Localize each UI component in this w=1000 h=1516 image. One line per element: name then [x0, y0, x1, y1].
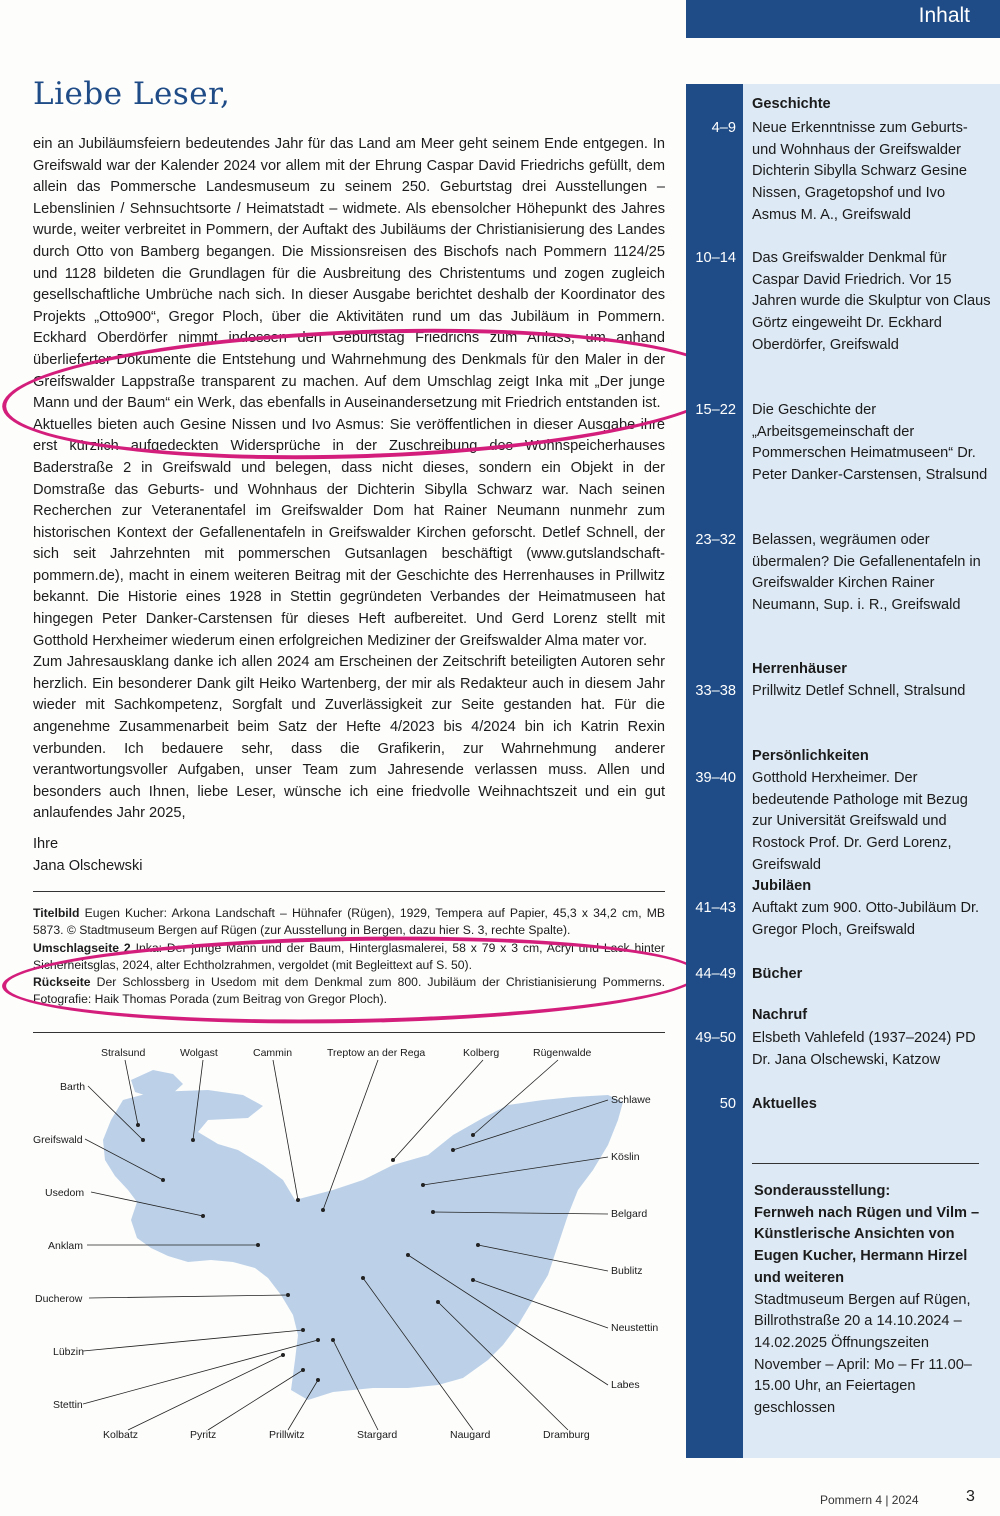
map-dot-stettin [316, 1338, 320, 1342]
map-dot-dramburg [436, 1300, 440, 1304]
toc-text: Gotthold Herxheimer. Der bedeutende Pathologe mit Bezug zur Universität Greifswald und Rostock Prof. Dr. Gerd Lorenz, Greifswald [752, 770, 968, 873]
credit-entry [33, 905, 665, 940]
map-label-labes: Labes [611, 1379, 640, 1391]
map-label-stettin: Stettin [53, 1399, 83, 1411]
map-label-bublitz: Bublitz [611, 1265, 643, 1277]
toc-text: Neue Erkenntnisse zum Geburts- und Wohnhaus der Greifswalder Dichterin Sibylla Schwarz Gesine Nissen, Gragetopshof und Ivo Asmus M. A., Greifswald [752, 120, 968, 223]
map-dot-bublitz [476, 1243, 480, 1247]
map-label-prillwitz: Prillwitz [269, 1429, 305, 1441]
section-header-bar [686, 0, 1000, 38]
map-dot-naugard [361, 1276, 365, 1280]
toc-pages: 41–43 [695, 900, 736, 916]
toc-text: Die Geschichte der „Arbeitsgemeinschaft der Pommerschen Heimatmuseen“ Dr. Peter Danker-Carstensen, Stralsund [752, 402, 988, 484]
editorial-paragraph: ein an Jubiläumsfeiern bedeutendes Jahr für das Land am Meer geht seinem Ende entgegen. In Greifswald war der Kalender 2024 vor allem mit der Ehrung Caspar David Friedrichs gefüllt, dem allein das Pommersche Landesmuseum zu seinem 250. Geburtstag drei Ausstellungen – Lebenslinien / Sehnsuchtsorte / Heimatstadt – widmete. Als ebensolcher Höhepunkt des Jahres wurde, weiter verbreitet in Pommern, der Auftakt des Jubiläums der Christianisierung des Landes durch Otto von Bamberg begangen. Die Missionsreisen des Bischofs nach Pommern 1124/25 und 1128 bildeten die Grundlagen für die Ausbreitung des Christentums und zogen zugleich gesellschaftliche Umbrüche nach sich. In dieser Ausgabe berichtet deshalb der Koordinator des Projekts „Otto900“, Gregor Ploch, über die Aktivitäten rund um das Jubiläum in Pommern. Eckhard Oberdörfer nimmt indessen den Geburtstag Friedrichs zum Anlass, um anhand überlieferter Dokumente die Entstehung und Wahrnehmung des Denkmals für den Maler in der Greifswalder Lappstraße transparent zu machen. Auf dem Umschlag zeigt Inka mit „Der junge Mann und der Baum“ ein Werk, das ebenfalls in Auseinandersetzung mit Friedrich entstanden ist. [33, 136, 665, 412]
map-label-dramburg: Dramburg [543, 1429, 590, 1441]
map-label-belgard: Belgard [611, 1208, 648, 1220]
map-label-luebzin: Lübzin [53, 1346, 84, 1358]
map-dot-neustettin [471, 1278, 475, 1282]
toc-pages: 49–50 [695, 1030, 736, 1046]
map-label-koeslin: Köslin [611, 1151, 640, 1163]
map-dot-koeslin [421, 1183, 425, 1187]
map-label-schlawe: Schlawe [611, 1094, 651, 1106]
toc-section-jubilaeen: Jubiläen [752, 878, 812, 894]
map-label-kolberg: Kolberg [463, 1047, 500, 1059]
toc-text: Belassen, wegräumen oder übermalen? Die Gefallenentafeln in Greifswalder Kirchen Rainer Neumann, Sup. i. R., Greifswald [752, 532, 981, 614]
divider [752, 1163, 979, 1164]
divider [33, 891, 665, 892]
pomerania-map [33, 1040, 673, 1455]
map-dot-greifswald [161, 1178, 165, 1182]
map-dot-prillwitz [316, 1378, 320, 1382]
map-dot-pyritz [301, 1368, 305, 1372]
credit-text: Inka: Der junge Mann und der Baum, Hinterglasmalerei, 58 x 79 x 3 cm, Acryl und Lack hinter Sicherheitsglas, 2024, alter Echtholzrahmen, vergoldet (mit Begleittext auf S. 50). [33, 940, 665, 972]
promo-details: Stadtmuseum Bergen auf Rügen, Billrothstraße 20 a 14.10.2024 – 14.02.2025 Öffnungszeiten November – April: Mo – Fr 11.00–15.00 Uhr, an Feiertagen geschlossen [754, 1291, 972, 1417]
toc-pages: 50 [719, 1096, 736, 1112]
map-dot-barth [141, 1138, 145, 1142]
map-label-greifswald: Greifswald [33, 1134, 83, 1146]
editorial-signature [33, 834, 143, 877]
credit-entry [33, 940, 665, 975]
map-label-cammin: Cammin [253, 1047, 293, 1059]
map-label-barth: Barth [60, 1081, 86, 1093]
map-dot-cammin [296, 1198, 300, 1202]
map-label-naugard: Naugard [450, 1429, 491, 1441]
signature-name: Jana Olschewski [33, 857, 143, 874]
toc-section-persoenlichkeiten: Persönlichkeiten [752, 748, 869, 764]
map-dot-stralsund [136, 1123, 140, 1127]
toc-pages: 10–14 [695, 250, 736, 266]
credit-text: Eugen Kucher: Arkona Landschaft – Hühnafer (Rügen), 1929, Tempera auf Papier, 45,3 x 34,2 cm, MB 5873. © Stadtmuseum Bergen auf Rügen (zur Ausstellung in Bergen, dazu hier S. 3, rechte Spalte). [33, 906, 666, 938]
map-dot-anklam [256, 1243, 260, 1247]
map-label-stralsund: Stralsund [101, 1047, 146, 1059]
map-dot-treptow [321, 1208, 325, 1212]
editorial-greeting: Liebe Leser, [33, 76, 231, 112]
toc-text: Prillwitz Detlef Schnell, Stralsund [752, 683, 966, 699]
toc-text: Auftakt zum 900. Otto-Jubiläum Dr. Gregor Ploch, Greifswald [752, 900, 980, 938]
section-title: Inhalt [918, 4, 970, 27]
map-leader-line-pyritz [208, 1370, 303, 1430]
credit-text: Der Schlossberg in Usedom mit dem Denkmal zum 800. Jubiläum der Christianisierung Pommerns. Fotografie: Haik Thomas Porada (zum Beitrag von Gregor Ploch). [33, 975, 665, 1007]
toc-pages: 4–9 [711, 120, 736, 136]
toc-pages: 15–22 [695, 402, 736, 418]
map-leader-line-luebzin [83, 1330, 303, 1351]
map-dot-luebzin [301, 1328, 305, 1332]
credit-label: Titelbild [33, 906, 80, 920]
map-dot-belgard [431, 1210, 435, 1214]
toc-pages: 33–38 [695, 683, 736, 699]
map-label-wolgast: Wolgast [180, 1047, 218, 1059]
toc-text: Bücher [752, 966, 803, 982]
map-label-treptow: Treptow an der Rega [327, 1047, 426, 1059]
divider [33, 1032, 665, 1033]
toc-text: Das Greifswalder Denkmal für Caspar David Friedrich. Vor 15 Jahren wurde die Skulptur von Claus Görtz eingeweiht Dr. Eckhard Oberdörfer, Greifswald [752, 250, 991, 353]
map-dot-stargard [331, 1338, 335, 1342]
exhibition-promo [754, 1181, 994, 1420]
toc-section-geschichte: Geschichte [752, 96, 831, 112]
toc-text: Elsbeth Vahlefeld (1937–2024) PD Dr. Jana Olschewski, Katzow [752, 1030, 976, 1068]
toc-section-herrenhaeuser: Herrenhäuser [752, 661, 847, 677]
map-dot-wolgast [191, 1138, 195, 1142]
map-leader-line-stettin [83, 1340, 318, 1404]
editorial-body [33, 134, 665, 825]
map-dot-ducherow [286, 1293, 290, 1297]
map-label-ducherow: Ducherow [35, 1293, 83, 1305]
map-dot-kolberg [391, 1158, 395, 1162]
promo-title: Fernweh nach Rügen und Vilm – Künstlerische Ansichten von Eugen Kucher, Hermann Hirzel und weiteren [754, 1204, 980, 1286]
toc-pages: 39–40 [695, 770, 736, 786]
toc-section-nachruf: Nachruf [752, 1007, 808, 1023]
editorial-paragraph: Zum Jahresausklang danke ich allen 2024 am Erscheinen der Zeitschrift beteiligten Autoren sehr herzlich. Ein besonderer Dank gilt Heiko Wartenberg, der mir als Redakteur auch in diesem Jahr wieder mit Sachkompetenz, Sorgfalt und Zuverlässigkeit zur Seite gestanden hat. Für die angenehme Zusammenarbeit beim Satz der Hefte 4/2023 bis 4/2024 bin ich Katrin Rexin verbunden. Ich bedauere sehr, dass die Grafikerin, zur Wahrnehmung anderer verantwortungsvoller Aufgaben, unser Team zum Jahresende verlassen muss. Allen und besonders auch Ihnen, liebe Leser, wünsche ich eine friedvolle Weihnachtszeit und ein gut anlaufendes Jahr 2025, [33, 654, 665, 822]
issue-label: Pommern 4 | 2024 [820, 1493, 919, 1507]
image-credits [33, 905, 665, 1009]
map-dot-schlawe [451, 1148, 455, 1152]
promo-heading: Sonderausstellung: [754, 1183, 891, 1199]
map-label-pyritz: Pyritz [190, 1429, 217, 1441]
map-label-neustettin: Neustettin [611, 1322, 659, 1334]
credit-label: Rückseite [33, 975, 91, 990]
map-label-ruegenwalde: Rügenwalde [533, 1047, 592, 1059]
credit-label: Umschlagseite 2 [33, 940, 131, 955]
credit-entry [33, 974, 665, 1009]
map-label-stargard: Stargard [357, 1429, 398, 1441]
editorial-paragraph: Aktuelles bieten auch Gesine Nissen und Ivo Asmus: Sie veröffentlichen in dieser Ausgabe ihre erst kürzlich aufgedeckten Widersprüche in der Zuschreibung des Wohnspeicherhauses Baderstraße 2 in Greifswald und belegen, dass nicht dieses, sondern ein Objekt in der Domstraße das Geburts- und Wohnhaus der Dichterin Sibylla Schwarz war. Nach seinen Recherchen zur Veteranentafel im Greifswalder Dom hat Rainer Neumann nunmehr zum historischen Kontext der Gefallenentafeln in Greifswalder Kirchen geforscht. Detlef Schnell, der sich seit Jahrzehnten mit pommerschen Gutsanlagen beschäftigt (www.gutslandschaft-pommern.de), macht in einem weiteren Beitrag mit der Geschichte des Herrenhauses in Prillwitz bekannt. Die Historie eines 1928 in Stettin gegründeten Verbandes der Heimatmuseen hat hingegen Peter Danker-Carstensen für dieses Heft aufbereitet. Und Gerd Lorenz stellt mit Gotthold Herxheimer wiederum einen erfolgreichen Mediziner der Greifswalder Alma mater vor. [33, 416, 665, 649]
toc-pages: 44–49 [695, 966, 736, 982]
map-label-usedom: Usedom [45, 1187, 85, 1199]
map-dot-kolbatz [281, 1353, 285, 1357]
page-number: 3 [966, 1488, 975, 1505]
map-dot-ruegenwalde [471, 1133, 475, 1137]
map-label-anklam: Anklam [48, 1240, 84, 1252]
toc-pages: 23–32 [695, 532, 736, 548]
map-dot-usedom [201, 1214, 205, 1218]
map-dot-labes [406, 1253, 410, 1257]
map-leader-line-kolbatz [128, 1355, 283, 1430]
toc-text: Aktuelles [752, 1096, 817, 1112]
map-leader-line-ducherow [89, 1295, 288, 1298]
map-label-kolbatz: Kolbatz [103, 1429, 139, 1441]
signature-closing: Ihre [33, 836, 59, 852]
